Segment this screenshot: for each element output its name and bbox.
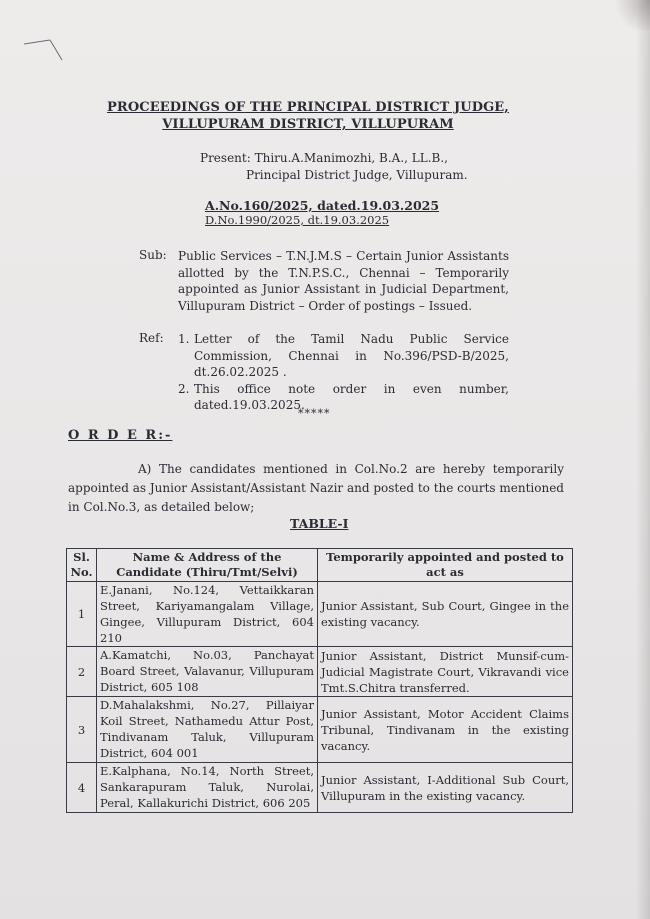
separator-stars: *****: [298, 407, 331, 420]
reference-number: 2.: [178, 381, 190, 396]
header-name-address: Name & Address of the Candidate (Thiru/Tmt/Selvi): [97, 549, 318, 582]
reference-numbers: [205, 198, 439, 228]
present-line-2: Principal District Judge, Villupuram.: [246, 168, 468, 182]
posting-detail: Junior Assistant, I-Additional Sub Court, Villupuram in the existing vacancy.: [318, 763, 573, 813]
order-heading: O R D E R:-: [68, 428, 173, 443]
table-row: [67, 697, 573, 763]
table-title: TABLE-I: [290, 516, 349, 531]
table-row: [67, 582, 573, 647]
present-line-1: Present: Thiru.A.Manimozhi, B.A., LL.B.,: [200, 151, 448, 165]
posting-detail: Junior Assistant, Motor Accident Claims Tribunal, Tindivanam in the existing vacancy.: [318, 697, 573, 763]
reference-text: Letter of the Tamil Nadu Public Service Commission, Chennai in No.396/PSD-B/2025, dt.26.02.2025 .: [194, 332, 509, 379]
table-header-row: [67, 549, 573, 582]
present-block: [200, 150, 468, 184]
candidate-address: E.Janani, No.124, Vettaikkaran Street, Kariyamangalam Village, Gingee, Villupuram District, 604 210: [97, 582, 318, 647]
postings-table: [66, 548, 573, 813]
reference-text: This office note order in even number, dated.19.03.2025.: [194, 381, 509, 412]
a-number: A.No.160/2025, dated.19.03.2025: [205, 198, 440, 213]
reference-number: 1.: [178, 332, 190, 346]
document-title: PROCEEDINGS OF THE PRINCIPAL DISTRICT JUDGE, VILLUPURAM DISTRICT, VILLUPURAM: [107, 100, 509, 132]
candidate-address: D.Mahalakshmi, No.27, Pillaiyar Koil Street, Nathamedu Attur Post, Tindivanam Taluk, Villupuram District, 604 001: [97, 697, 318, 763]
d-number: D.No.1990/2025, dt.19.03.2025: [205, 213, 390, 227]
row-number: 1: [67, 582, 97, 647]
row-number: 2: [67, 647, 97, 697]
page-corner-shadow: [610, 0, 650, 30]
reference-list: [178, 331, 509, 414]
reference-label: Ref:: [139, 331, 164, 345]
reference-item: [178, 331, 509, 381]
row-number: 3: [67, 697, 97, 763]
posting-detail: Junior Assistant, District Munsif-cum-Judicial Magistrate Court, Vikravandi vice Tmt.S.Chitra transferred.: [318, 647, 573, 697]
header-sl-no: Sl. No.: [67, 549, 97, 582]
candidate-address: A.Kamatchi, No.03, Panchayat Board Street, Valavanur, Villupuram District, 605 108: [97, 647, 318, 697]
subject-text: Public Services – T.N.J.M.S – Certain Junior Assistants allotted by the T.N.P.S.C., Chennai – Temporarily appointed as Junior Assistant in Judicial Department, Villupuram District – Order of postings – Issued.: [178, 249, 509, 313]
header-posting: Temporarily appointed and posted to act as: [318, 549, 573, 582]
page-edge-shadow: [636, 0, 650, 919]
table-row: [67, 763, 573, 813]
reference-item: [178, 381, 509, 414]
row-number: 4: [67, 763, 97, 813]
table-row: [67, 647, 573, 697]
candidate-address: E.Kalphana, No.14, North Street, Sankarapuram Taluk, Nurolai, Peral, Kallakurichi District, 606 205: [97, 763, 318, 813]
order-paragraph: A) The candidates mentioned in Col.No.2 are hereby temporarily appointed as Junior Assistant/Assistant Nazir and posted to the courts mentioned in Col.No.3, as detailed below;: [68, 462, 564, 514]
posting-detail: Junior Assistant, Sub Court, Gingee in the existing vacancy.: [318, 582, 573, 647]
pen-mark: [20, 30, 70, 70]
subject-label: Sub:: [139, 248, 167, 262]
